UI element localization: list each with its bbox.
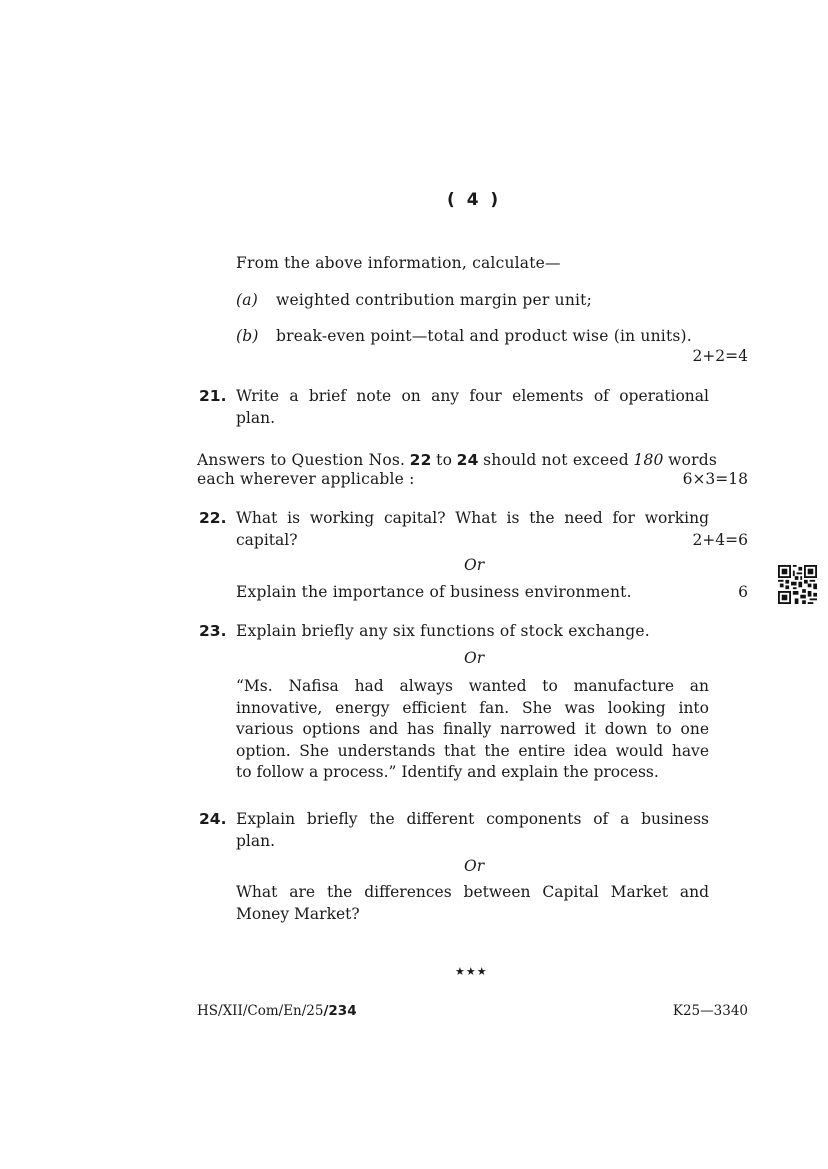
q23-line1: Explain briefly any six functions of stock exchange. — [236, 622, 650, 640]
q24-alt-line1: What are the differences between Capital Market and — [236, 883, 709, 901]
q22-marks: 2+4=6 — [692, 531, 748, 549]
footer-right: K25—3340 — [672, 1003, 748, 1019]
q24-alt-line2: Money Market? — [236, 904, 360, 923]
footer-code-prefix: HS/XII/Com/En/25 — [197, 1003, 324, 1019]
intro-marks: 2+2=4 — [692, 347, 748, 365]
q23-alt-text — [236, 676, 709, 784]
q24-line2: plan. — [236, 831, 276, 850]
q21-line2: plan. — [236, 408, 276, 427]
q22-number: 22. — [199, 509, 227, 527]
page-number: ( 4 ) — [447, 190, 502, 210]
instruction-part1: Answers to Question Nos. — [197, 451, 406, 469]
q22-line2: capital? — [236, 530, 298, 549]
qr-code-icon — [778, 565, 817, 604]
q24-text — [236, 809, 709, 852]
instruction-part2: should not exceed — [483, 451, 629, 469]
item-a-text: weighted contribution margin per unit; — [276, 291, 593, 309]
q22-text — [236, 508, 709, 551]
q22-alt-text: Explain the importance of business environment. — [236, 583, 632, 601]
q23-alt-line1: “Ms. Nafisa had always wanted to manufacture an — [236, 677, 709, 695]
item-a-label: (a) — [236, 291, 258, 309]
q24-number: 24. — [199, 810, 227, 828]
item-b-label: (b) — [236, 327, 259, 345]
q22-or: Or — [464, 556, 485, 574]
instruction-n2: 24 — [456, 451, 479, 469]
q23-alt-line4: option. She understands that the entire idea would have — [236, 741, 709, 760]
instruction-n1: 22 — [409, 451, 432, 469]
q23-or: Or — [464, 649, 485, 667]
instruction-words-count: 180 — [633, 451, 664, 469]
q21-number: 21. — [199, 387, 227, 405]
q23-alt-line5: to follow a process.” Identify and explain the process. — [236, 763, 659, 781]
instruction-marks: 6×3=18 — [682, 470, 748, 488]
footer-code — [197, 1003, 357, 1019]
q24-or: Or — [464, 857, 485, 875]
q23-alt-line2: innovative, energy efficient fan. She was looking into — [236, 698, 709, 717]
instruction-to: to — [436, 451, 453, 469]
instruction-line2: each wherever applicable : — [197, 470, 415, 488]
footer-code-bold: /234 — [323, 1003, 357, 1019]
q23-alt-line3: various options and has finally narrowed it down to one — [236, 720, 709, 738]
item-b-text: break-even point—total and product wise (in units). — [276, 327, 692, 345]
q24-line1: Explain briefly the different components of a business — [236, 810, 709, 828]
q22-line1: What is working capital? What is the need for working — [236, 509, 709, 527]
q21-line1: Write a brief note on any four elements of operational — [236, 387, 709, 405]
instruction-part3: words — [668, 451, 717, 469]
q21-text — [236, 386, 709, 429]
instruction-line1 — [197, 451, 717, 469]
end-stars: ★★★ — [455, 965, 488, 978]
intro-text: From the above information, calculate— — [236, 254, 561, 272]
q24-alt-text — [236, 882, 709, 925]
q22-alt-marks: 6 — [738, 583, 748, 601]
q23-number: 23. — [199, 622, 227, 640]
